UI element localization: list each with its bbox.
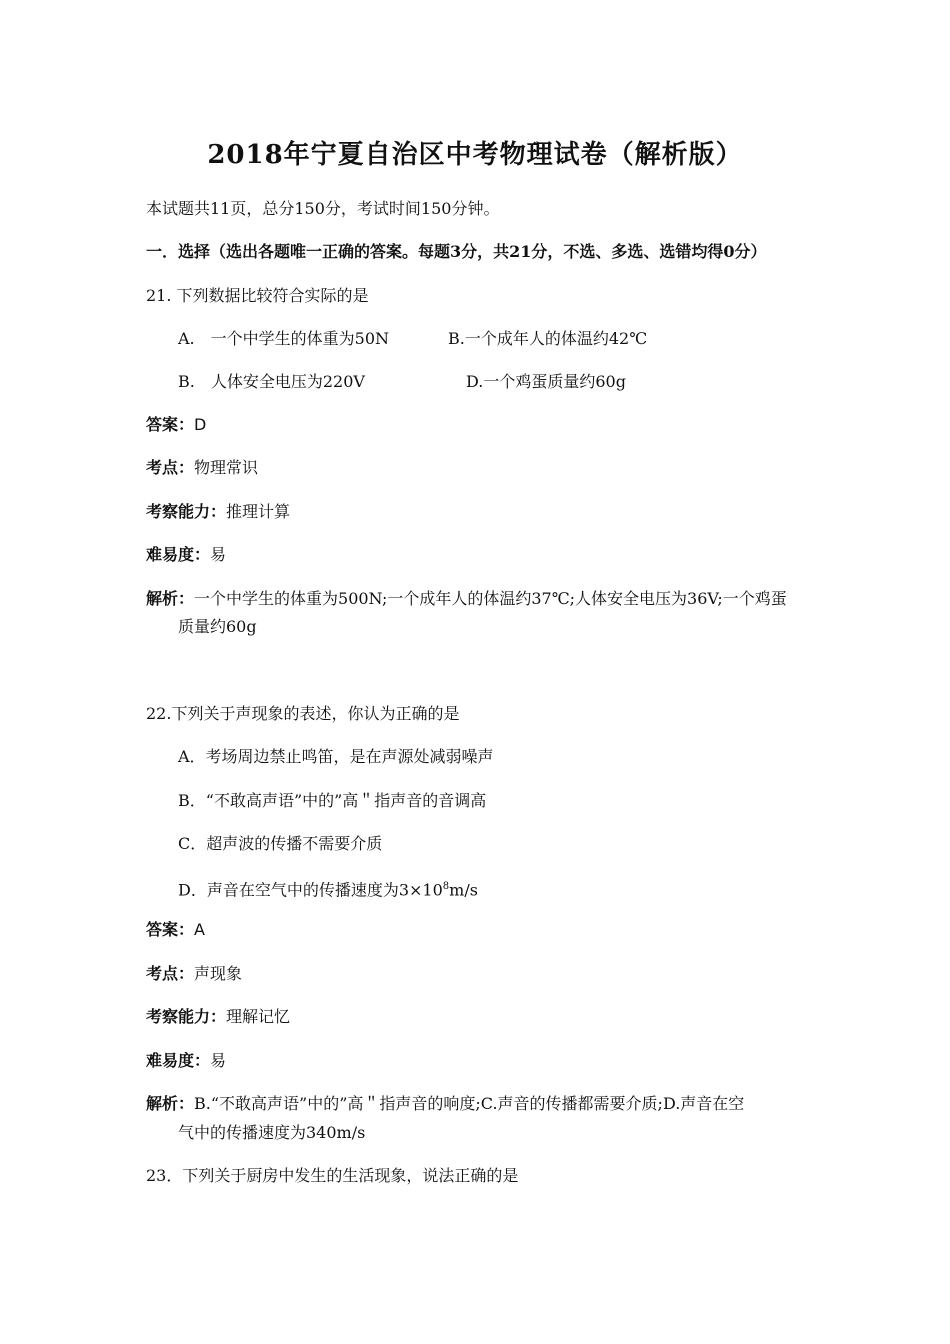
q21-ability-row	[146, 500, 290, 524]
q22-option-d-text: D．声音在空气中的传播速度为3×10	[178, 880, 443, 900]
q22-difficulty-value: 易	[210, 1051, 227, 1070]
q21-difficulty-row	[146, 543, 226, 567]
q21-point-value: 物理常识	[194, 458, 259, 477]
q22-option-a: A．考场周边禁止鸣笛，是在声源处减弱噪声	[178, 747, 494, 766]
q22-point-row	[146, 962, 242, 986]
q21-answer-value: D	[194, 415, 207, 434]
q21-option-d: D.一个鸡蛋质量约60g	[466, 372, 626, 391]
q22-ability-row	[146, 1005, 290, 1029]
page-title: 2018年宁夏自治区中考物理试卷（解析版）	[207, 140, 743, 170]
difficulty-label: 难易度：	[146, 545, 211, 564]
q21-analysis-row	[146, 587, 787, 611]
q22-option-b: B．“不敢高声语”中的”高＂指声音的音调高	[178, 791, 487, 810]
q22-option-d-exponent: 8	[442, 881, 450, 892]
point-label: 考点：	[146, 458, 195, 477]
point-label: 考点：	[146, 964, 195, 983]
q21-option-c: B. 人体安全电压为220V	[178, 372, 365, 391]
analysis-label: 解析：	[146, 1094, 195, 1113]
q21-analysis-line-2: 质量约60g	[178, 617, 257, 636]
q21-point-row	[146, 456, 258, 480]
intro-text: 本试题共11页，总分150分，考试时间150分钟。	[146, 199, 500, 218]
q22-stem: 22.下列关于声现象的表述，你认为正确的是	[146, 704, 460, 723]
ability-label: 考察能力：	[146, 1007, 227, 1026]
q23-stem: 23．下列关于厨房中发生的生活现象，说法正确的是	[146, 1166, 519, 1185]
ability-label: 考察能力：	[146, 502, 227, 521]
q22-analysis-line-2: 气中的传播速度为340m/s	[178, 1123, 366, 1142]
difficulty-label: 难易度：	[146, 1051, 211, 1070]
answer-label: 答案：	[146, 920, 195, 939]
q22-analysis-row	[146, 1092, 744, 1116]
q22-option-d-unit: m/s	[449, 880, 478, 900]
q22-option-c: C．超声波的传播不需要介质	[178, 834, 383, 853]
q21-difficulty-value: 易	[210, 545, 227, 564]
q21-answer-row	[146, 413, 206, 437]
answer-label: 答案：	[146, 415, 195, 434]
q22-analysis-line-1: B.“不敢高声语”中的”高＂指声音的响度;C.声音的传播都需要介质;D.声音在空	[194, 1094, 745, 1113]
analysis-label: 解析：	[146, 589, 195, 608]
q22-answer-value: A	[194, 920, 205, 939]
q22-ability-value: 理解记忆	[226, 1007, 291, 1026]
q21-analysis-line-1: 一个中学生的体重为500N;一个成年人的体温约37℃;人体安全电压为36V;一个鸡蛋	[194, 589, 787, 608]
q22-point-value: 声现象	[194, 964, 243, 983]
q22-difficulty-row	[146, 1049, 226, 1073]
q22-option-d	[178, 875, 478, 902]
q21-stem: 21. 下列数据比较符合实际的是	[146, 286, 369, 305]
q22-answer-row	[146, 918, 205, 942]
q21-ability-value: 推理计算	[226, 502, 291, 521]
section-heading: 一．选择（选出各题唯一正确的答案。每题3分，共21分，不选、多选、选错均得0分）	[146, 242, 767, 261]
q21-option-b: B.一个成年人的体温约42℃	[448, 329, 648, 348]
q21-option-a: A. 一个中学生的体重为50N	[178, 329, 390, 348]
